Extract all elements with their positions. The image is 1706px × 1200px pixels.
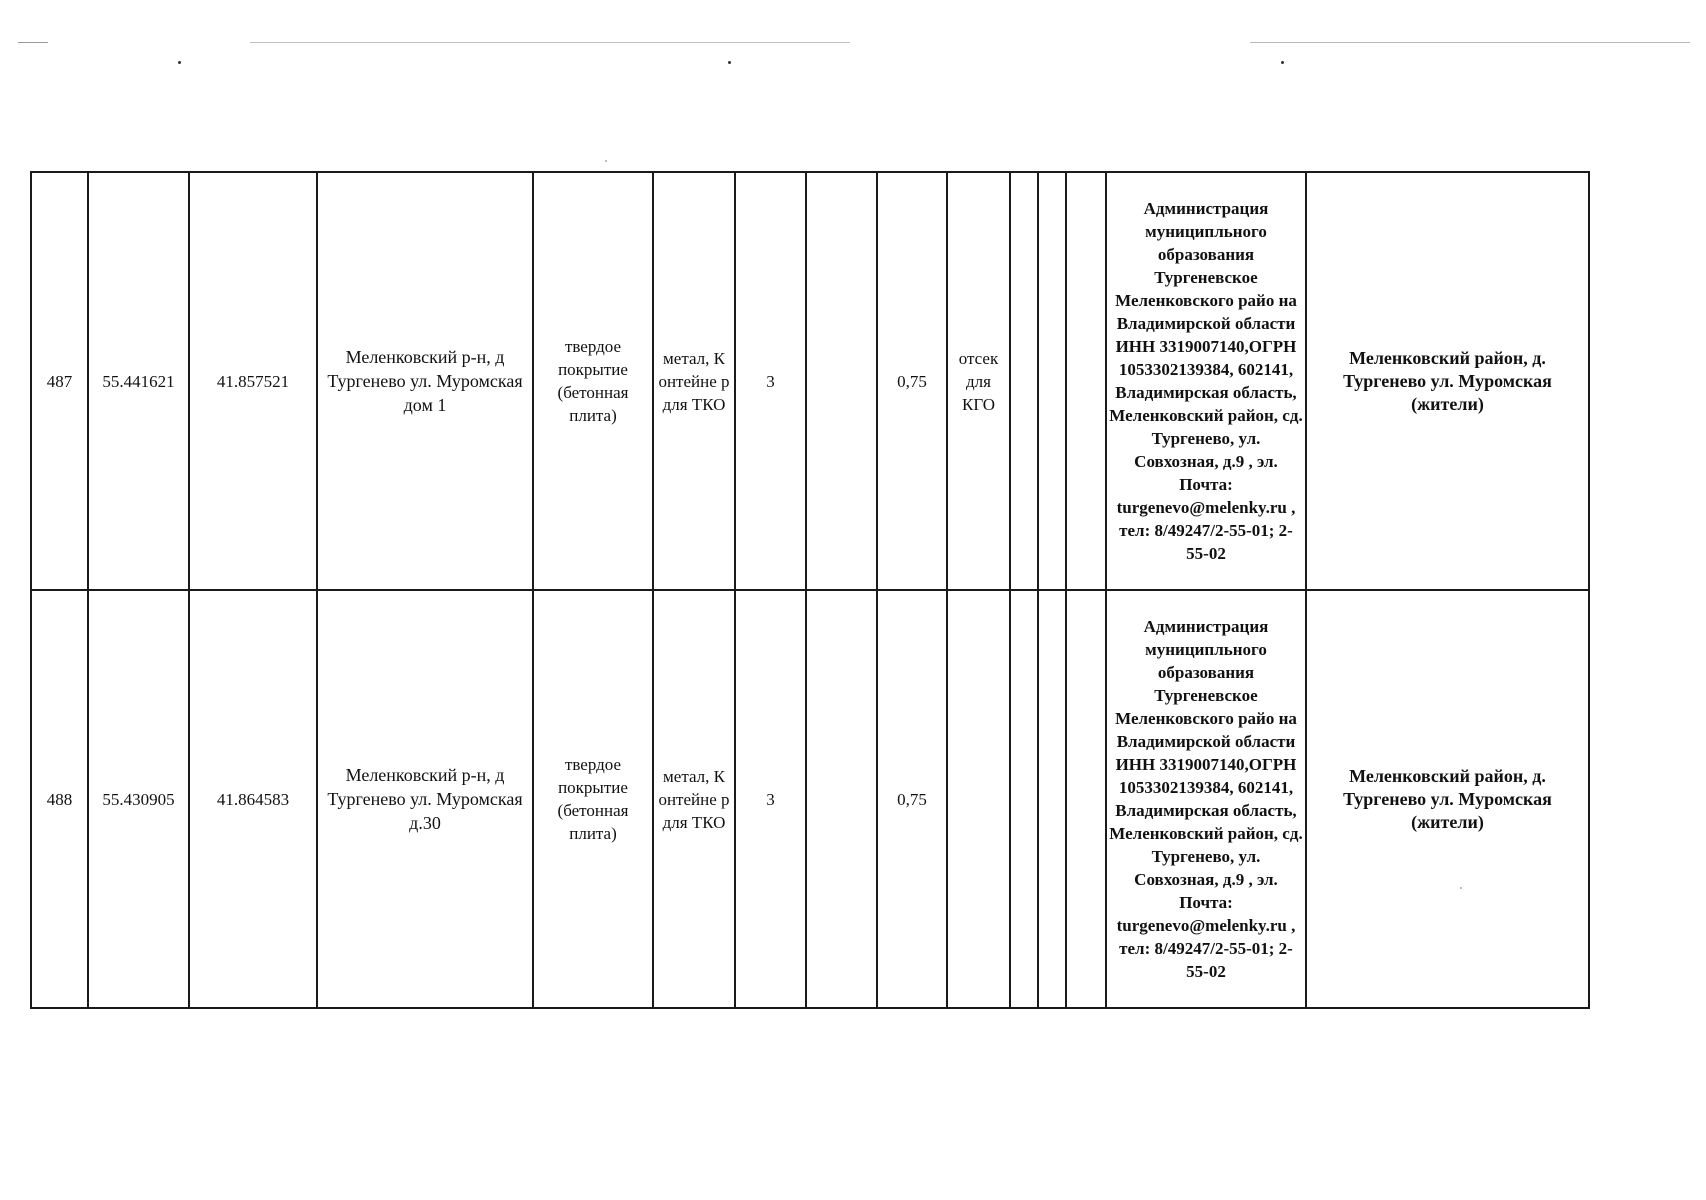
material-cell: метал, К онтейне р для ТКО [653,172,735,590]
kgo-cell [947,590,1010,1008]
waste-source-cell: Меленковский район, д. Тургенево ул. Муромская (жители) [1306,590,1589,1008]
address-cell: Меленковский р-н, д Тургенево ул. Муромская д.30 [317,590,533,1008]
table-row [31,590,1589,1008]
volume-cell: 0,75 [877,172,947,590]
row-number-cell: 487 [31,172,88,590]
longitude-cell: 41.857521 [189,172,317,590]
latitude-cell: 55.441621 [88,172,189,590]
volume-cell: 0,75 [877,590,947,1008]
scan-dot [178,61,181,64]
empty-cell [1066,172,1106,590]
scan-line [18,42,48,43]
waste-sites-table [30,171,1590,1009]
container-count-cell: 3 [735,590,806,1008]
row-number-cell: 488 [31,590,88,1008]
kgo-cell: отсек для КГО [947,172,1010,590]
surface-cell: твердое покрытие (бетонная плита) [533,590,653,1008]
empty-cell [1066,590,1106,1008]
waste-source-cell: Меленковский район, д. Тургенево ул. Муромская (жители) [1306,172,1589,590]
longitude-cell: 41.864583 [189,590,317,1008]
material-cell: метал, К онтейне р для ТКО [653,590,735,1008]
empty-cell [1038,590,1066,1008]
container-count-cell: 3 [735,172,806,590]
owner-cell: Администрация муниципльного образования Тургеневское Меленковского райо на Владимирской области ИНН 3319007140,ОГРН 1053302139384, 602141, Владимирская область, Меленковский район, сд. Тургенево, ул. Совхозная, д.9 , эл. Почта: turgenevo@melenky.ru , тел: 8/49247/2-55-01; 2-55-02 [1106,590,1306,1008]
scan-dot [1281,61,1284,64]
scan-line [1250,42,1690,43]
latitude-cell: 55.430905 [88,590,189,1008]
address-cell: Меленковский р-н, д Тургенево ул. Муромская дом 1 [317,172,533,590]
table-row [31,172,1589,590]
scan-artifacts [0,0,1706,80]
scan-line [250,42,850,43]
empty-cell [806,590,877,1008]
empty-cell [1010,172,1038,590]
empty-cell [1038,172,1066,590]
scan-dot [728,61,731,64]
empty-cell [1010,590,1038,1008]
surface-cell: твердое покрытие (бетонная плита) [533,172,653,590]
empty-cell [806,172,877,590]
owner-cell: Администрация муниципльного образования Тургеневское Меленковского райо на Владимирской области ИНН 3319007140,ОГРН 1053302139384, 602141, Владимирская область, Меленковский район, сд. Тургенево, ул. Совхозная, д.9 , эл. Почта: turgenevo@melenky.ru , тел: 8/49247/2-55-01; 2-55-02 [1106,172,1306,590]
scan-dot [605,160,607,162]
